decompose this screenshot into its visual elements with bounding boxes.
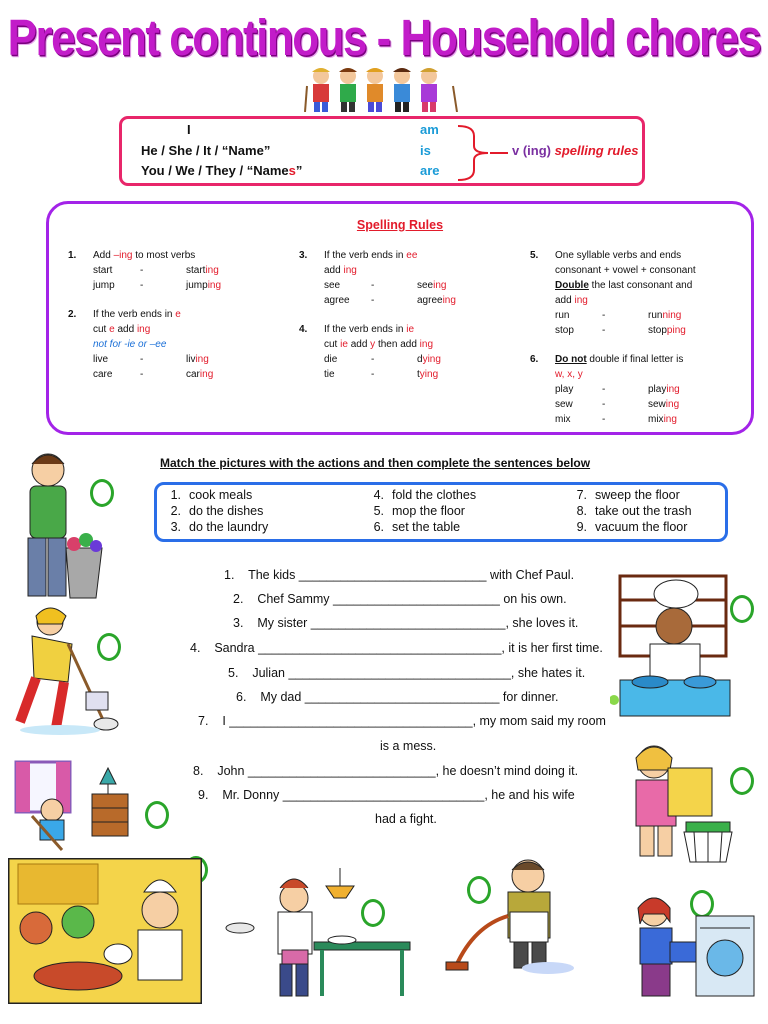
rule-6-example: mix - mix ing	[555, 414, 677, 425]
kid-figure	[339, 68, 357, 112]
rule-6-example: sew - sew ing	[555, 399, 680, 410]
man-vacuum-illustration	[444, 856, 576, 976]
rule-5-example: run - run ning	[555, 310, 682, 321]
rule-3-example: see - see ing	[324, 280, 447, 291]
sentence-6[interactable]: 6. My dad ____________________________ for dinner.	[236, 690, 559, 704]
rule-4-example: die - d ying	[324, 354, 441, 365]
pronoun-he-she-it: He / She / It / “Name”	[141, 143, 271, 158]
action-item: 3. do the laundry	[170, 520, 269, 534]
sentence-9-continued: had a fight.	[375, 812, 437, 826]
man-table-setting-illustration	[222, 864, 416, 1000]
girl-laundry-illustration	[614, 740, 734, 864]
kids-cooking-illustration	[8, 858, 202, 1004]
be-am: am	[420, 122, 439, 137]
boy-sweeping-illustration	[12, 758, 144, 854]
sentence-7-continued: is a mess.	[380, 739, 437, 753]
sentence-4[interactable]: 4. Sandra ___________________________________, it is her first time.	[190, 641, 603, 655]
pronoun-i: I	[187, 122, 191, 137]
sentence-7[interactable]: 7. I ___________________________________, my mom said my room	[198, 714, 606, 728]
action-item: 7. sweep the floor	[576, 488, 680, 502]
action-item: 8. take out the trash	[576, 504, 692, 518]
action-item: 2. do the dishes	[170, 504, 264, 518]
woman-laundry-machine-illustration	[620, 888, 760, 1000]
rule-4-example: tie - t ying	[324, 369, 439, 380]
rule-6-example: play - play ing	[555, 384, 680, 395]
rule-5: 5. One syllable verbs and ends consonant + vowel + consonant Double the last consonant and add ing run - run ning stop - stop ping	[530, 250, 696, 336]
be-are: are	[420, 163, 440, 178]
kid-figure	[420, 68, 438, 112]
kid-figure	[393, 68, 411, 112]
rule-6: 6. Do not double if final letter is w, x, y play - play ing sew - sew ing mix - mix ing	[530, 354, 684, 425]
action-item: 4. fold the clothes	[373, 488, 477, 502]
kid-figure	[312, 68, 330, 112]
answer-circle[interactable]	[145, 801, 169, 829]
sentence-8[interactable]: 8. John ___________________________, he doesn’t mind doing it.	[193, 764, 579, 778]
actions-word-bank	[154, 482, 728, 542]
be-is: is	[420, 143, 431, 158]
rule-1-example: start - start ing	[93, 265, 219, 276]
pronoun-you-we-they: You / We / They / “Names”	[141, 163, 303, 178]
action-item: 6. set the table	[373, 520, 461, 534]
rule-3: 3. If the verb ends in ee add ing see - see ing agree - agree ing	[299, 250, 456, 306]
rule-2-example: live - liv ing	[93, 354, 209, 365]
rule-1-example: jump - jump ing	[93, 280, 222, 291]
rule-3-example: agree - agree ing	[324, 295, 456, 306]
action-item: 9. vacuum the floor	[576, 520, 688, 534]
girl-mop-illustration	[10, 604, 120, 738]
boy-trash-illustration	[10, 448, 110, 606]
chef-dishes-illustration	[610, 570, 736, 722]
rule-5-example: stop - stop ping	[555, 325, 686, 336]
rule-4: 4. If the verb ends in ie cut ie add y then add ing die - d ying tie - t ying	[299, 324, 441, 380]
rule-2: 2. If the verb ends in e cut e add ing not for -ie or –ee live - liv ing care - car ing	[68, 309, 214, 380]
to-be-box	[119, 116, 645, 186]
action-item: 5. mop the floor	[373, 504, 465, 518]
kid-figure	[366, 68, 384, 112]
rule-1: 1. Add –ing to most verbs start - start ing jump - jump ing	[68, 250, 222, 291]
sentence-1[interactable]: 1. The kids ___________________________ with Chef Paul.	[224, 568, 575, 582]
worksheet-title: Present continous - Household chores	[7, 10, 761, 67]
sentence-9[interactable]: 9. Mr. Donny _____________________________, he and his wife	[198, 788, 575, 802]
match-instruction: Match the pictures with the actions and then complete the sentences below	[160, 456, 591, 470]
rule-2-example: care - car ing	[93, 369, 214, 380]
spelling-rules-box	[46, 201, 754, 435]
sentence-5[interactable]: 5. Julian ________________________________, she hates it.	[228, 666, 586, 680]
ing-spelling-note: v (ing) spelling rules	[512, 143, 639, 158]
kids-group-illustration	[303, 66, 459, 112]
sentence-2[interactable]: 2. Chef Sammy ________________________ on his own.	[233, 592, 567, 606]
action-item: 1. cook meals	[170, 488, 253, 502]
spelling-rules-title: Spelling Rules	[356, 218, 444, 232]
sentence-3[interactable]: 3. My sister ____________________________, she loves it.	[233, 616, 579, 630]
